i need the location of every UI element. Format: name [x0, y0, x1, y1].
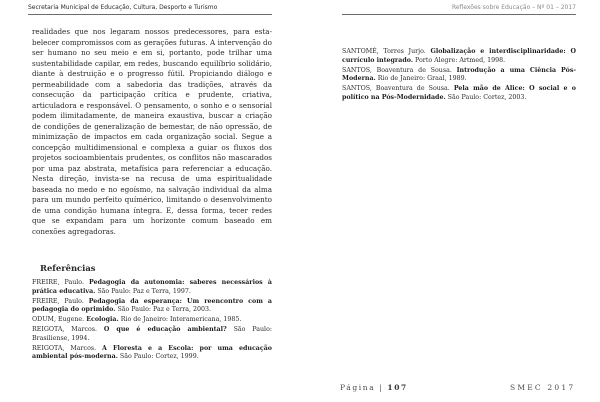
running-header-left: Secretaria Municipal de Educação, Cultura, Desporto e Turismo	[28, 4, 218, 11]
reference-publisher: São Paulo: Paz e Terra, 1997.	[97, 287, 191, 295]
edition-footer: SMEC 2017	[510, 383, 576, 392]
reference-title: A Floresta e a Escola: por uma educação ambiental pós-moderna.	[32, 344, 272, 361]
page-number: 107	[387, 383, 408, 392]
reference-title: Pedagogia da esperança: Um reencontro com a pedagogia do oprimido.	[32, 297, 272, 314]
body-paragraph: realidades que nos legaram nossos predecessores, para estabelecer compromissos com as gerações futuras. A intervenção do ser humano no seu meio e em si, portanto, pode trilhar uma sustentabilidade capilar, em redes, buscando equilíbrio solidário, diante à destruição e o progresso fútil. Propiciando diálogo e permeabilidade com a sabedoria das tradições, através da consecução da participação crítica e prudente, criativa, articuladora e responsável. O pensamento, o sonho e o sensorial podem ilimitadamente, de maneira exaustiva, buscar a criação de condições de generalização de bemestar, de não opressão, de minimização de impactos em cada organização social. Segue a concepção multidimensional e complexa a guiar os fluxos dos projetos socioambientais prudentes, os conflitos não mascarados por uma paz abstrata, metafísica para referenciar a educação. Nesta direção, invista-se na recusa de uma espiritualidade baseada no medo e no egoísmo, na salvação individual da alma para um mundo perfeito químérico, limitando o desenvolvimento de uma condição humana íntegra. E, dessa forma, tecer redes que se expandam para um horizonte comum baseado em conexões agregadoras.	[32, 27, 272, 236]
reference-author: ODUM, Eugene.	[32, 316, 85, 324]
references-heading: Referências	[40, 263, 96, 273]
reference-title: Pedagogia da autonomia: saberes necessários à prática educativa.	[32, 279, 272, 295]
reference-publisher: Porto Alegre: Artmed, 1998.	[415, 56, 506, 64]
reference-publisher: Rio de Janeiro: Interamericana, 1985.	[120, 316, 242, 324]
reference-author: SANTOMÉ, Torres Jurjo.	[342, 48, 426, 55]
reference-publisher: São Paulo: Cortez, 2003.	[447, 93, 527, 101]
reference-author: SANTOS, Boaventura de Sousa.	[342, 85, 450, 93]
reference-title: Globalização e interdisciplinaridade: O currículo integrado.	[342, 48, 576, 64]
reference-item	[342, 67, 576, 84]
reference-publisher: São Paulo: Cortez, 1999.	[119, 353, 199, 361]
reference-title: Introdução a uma Ciência Pós-Moderna.	[342, 66, 576, 83]
reference-author: REIGOTA, Marcos.	[32, 344, 97, 352]
reference-item	[32, 316, 272, 325]
reference-item	[342, 48, 576, 65]
reference-author: REIGOTA, Marcos.	[32, 326, 98, 334]
header-rule-left	[28, 14, 272, 15]
reference-title: Pela mão de Alice: O social e o político na Pós-Modernidade.	[342, 85, 576, 101]
reference-author: FREIRE, Paulo.	[32, 297, 84, 305]
reference-item	[32, 345, 272, 362]
reference-title: O que é educação ambiental?	[103, 326, 227, 334]
reference-publisher: São Paulo: Paz e Terra, 2003.	[117, 306, 211, 314]
header-rule-right	[342, 14, 576, 15]
reference-list-right	[342, 48, 576, 104]
reference-publisher: Rio de Janeiro: Graal, 1989.	[377, 75, 467, 83]
reference-list-left	[32, 279, 272, 363]
reference-author: FREIRE, Paulo.	[32, 279, 84, 286]
right-page	[300, 0, 600, 402]
reference-item	[32, 326, 272, 343]
page-label: Página |	[340, 383, 384, 392]
page-number-footer	[340, 382, 408, 394]
reference-item	[32, 298, 272, 315]
reference-publisher: São Paulo: Brasiliense, 1994.	[32, 326, 272, 342]
reference-item	[32, 279, 272, 296]
running-header-right: Reflexões sobre Educação – Nº 01 – 2017	[451, 4, 576, 11]
reference-title: Ecologia.	[86, 316, 119, 324]
reference-author: SANTOS, Boaventura de Sousa.	[342, 66, 452, 74]
reference-item	[342, 85, 576, 102]
